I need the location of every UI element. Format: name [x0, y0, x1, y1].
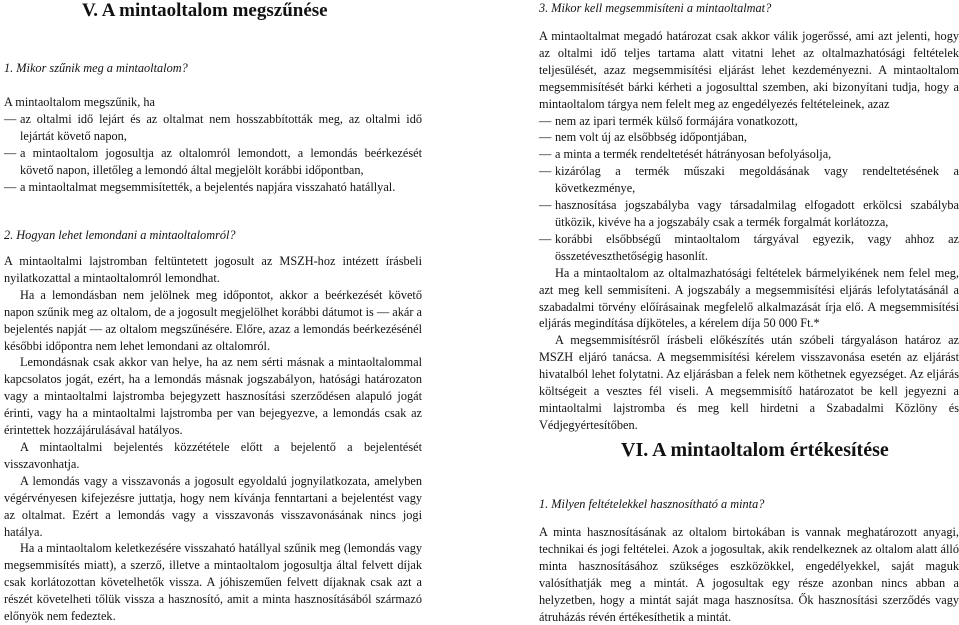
termination-list [4, 94, 422, 195]
list-item: — hasznosítása jogszabályba vagy társadalmilag elfogadott erkölcsi szabályba ütközik, kivéve ha a jogszabály csak a termék forgalmát korlátozza, [539, 198, 959, 229]
list-item: — a mintaoltalom jogosultja az oltalomról lemondott, a lemondás beérkezését követő napon, illetőleg a lemondó által megjelölt korábbi időpontban, [4, 145, 422, 177]
invalidation-text [539, 28, 959, 434]
list-item: — nem az ipari termék külső formájára vonatkozott, [539, 113, 798, 128]
list-item: — nem volt új az elsőbbség időpontjában, [539, 130, 747, 145]
paragraph: A mintaoltalmi bejelentés közzététele előtt a bejelentő a bejelentését visszavonhatja. [4, 439, 422, 471]
list-item: — az oltalmi idő lejárt és az oltalmat nem hosszabbították meg, az oltalmi idő lejártát követő napon, [4, 111, 422, 143]
list-item: — kizárólag a termék műszaki megoldásának vagy rendeltetésének a következménye, [539, 164, 959, 196]
section-vi-heading: VI. A mintaoltalom értékesítése [621, 439, 889, 461]
paragraph: A mintaoltalmi lajstromban feltüntetett jogosult az MSZH-hoz intézett írásbeli nyilatkozattal a mintaoltalomról lemondhat. [4, 254, 422, 285]
paragraph: A mintaoltalmat megadó határozat csak akkor válik jogerőssé, ami azt jelenti, hogy az oltalmi idő teljes tartama alatt vitatni lehet az oltalmazhatósági feltételek teljesülését, azaz megsemmisítési eljárást lehet kezdeményezni. A mintaoltalom megsemmisítését bárki kérheti a jogosulttal szemben, aki bizonyítani tudja, hogy a mintaoltalom tárgya nem felelt meg az engedélyezés feltételeinek, azaz [539, 29, 959, 111]
paragraph: A megsemmisítésről írásbeli előkészítés után szóbeli tárgyaláson határoz az MSZH eljáró tanácsa. A megsemmisítési kérelem visszavonása esetén az eljárást hivatalból lehet folytatni. Az eljárásban a felek nem köthetnek egyezséget. Az eljárás költségeit a vesztes fél viseli. A megsemmisítő határozatot be kell jegyezni a mintaoltalmi lajstromba és meg kell hirdetni a Szabadalmi Közlöny és Védjegyértesítőben. [539, 333, 959, 432]
section-v-heading: V. A mintaoltalom megszűnése [82, 0, 328, 21]
list-item: — korábbi elsőbbségű mintaoltalom tárgyával egyezik, vagy ahhoz az összetéveszthetőségig hasonlít. [539, 231, 959, 263]
question-2: 2. Hogyan lehet lemondani a mintaoltalomról? [4, 228, 236, 242]
question-3: 3. Mikor kell megsemmisíteni a mintaoltalmat? [539, 1, 772, 15]
paragraph: Ha a mintaoltalom keletkezésére visszaható hatállyal szűnik meg (lemondás vagy megsemmisítés miatt), a szerző, illetve a mintaoltalom jogosultja által felvett díjak csak korlátozottan követelhetők vissza. A jóhiszeműen felvett díjaknak csak azt a részét követelheti tőlük vissza a hasznosító, amit a minta hasznosításából származó előnyök nem fedeztek. [4, 541, 422, 624]
question-1: 1. Mikor szűnik meg a mintaoltalom? [4, 61, 188, 75]
list-intro: A mintaoltalom megszűnik, ha [4, 95, 155, 109]
paragraph: Ha a mintaoltalom az oltalmazhatósági feltételek bármelyikének nem felel meg, azt meg kell semmisíteni. A jogszabály a megsemmisítési eljárás lefolytatásánál a szabadalmi törvény előírásainak megfelelő alkalmazását írja elő. A megsemmisítési eljárás megindítása díjköteles, a kérelem díja 50 000 Ft.* [539, 265, 959, 331]
list-item: — a minta a termék rendeltetését hátrányosan befolyásolja, [539, 147, 832, 162]
waiver-text [4, 253, 422, 625]
question-4: 1. Milyen feltételekkel hasznosítható a minta? [539, 497, 765, 511]
list-item: — a mintaoltalmat megsemmisítették, a bejelentés napjára visszaható hatállyal. [4, 179, 396, 194]
exploitation-text [539, 524, 959, 625]
paragraph: A lemondás vagy a visszavonás a jogosult egyoldalú jognyilatkozata, amelyben végérvényesen kifejezésre juttatja, hogy nem kívánja fenntartani a bejelentést vagy az oltalmat. Ezért a lemondás vagy a visszavonás visszavonásának nincs jogi hatálya. [4, 473, 422, 539]
paragraph: Lemondásnak csak akkor van helye, ha az nem sérti másnak a mintaoltalommal kapcsolatos jogát, ezért, ha a lemondás másnak jogszabályon, hatósági határozaton vagy a mintaoltalmi lajstromba bejegyzett hasznosítási szerződésen alapuló jogát érinti, vagy ha a mintaoltalmi lajstromba per van bejegyezve, a lemondás csak az érintettek hozzájárulásával hatályos. [4, 355, 422, 438]
paragraph: A minta hasznosításának az oltalom birtokában is vannak meghatározott anyagi, technikai és jogi feltételei. Azok a jogosultak, akik rendelkeznek az oltalom alatt álló minta hasznosításához szükséges eszközökkel, engedélyekkel, saját maguk valósíthatják meg a mintát. A jogosultak egy része azonban nincs abban a helyzetben, hogy a mintát saját maga hasznosítsa. Ők hasznosítási szerződés vagy átruházás révén értékesíthetik a mintát. [539, 525, 959, 624]
paragraph: Ha a lemondásban nem jelölnek meg időpontot, akkor a beérkezését követő napon szűnik meg az oltalom, de a jogosult megjelölhet korábbi dátumot is — akár a bejelentés napját — az oltalom megszűnésére. Előre, azaz a lemondás beérkezésénél későbbi időpontra nem lehet lemondani az oltalomról. [4, 287, 422, 353]
